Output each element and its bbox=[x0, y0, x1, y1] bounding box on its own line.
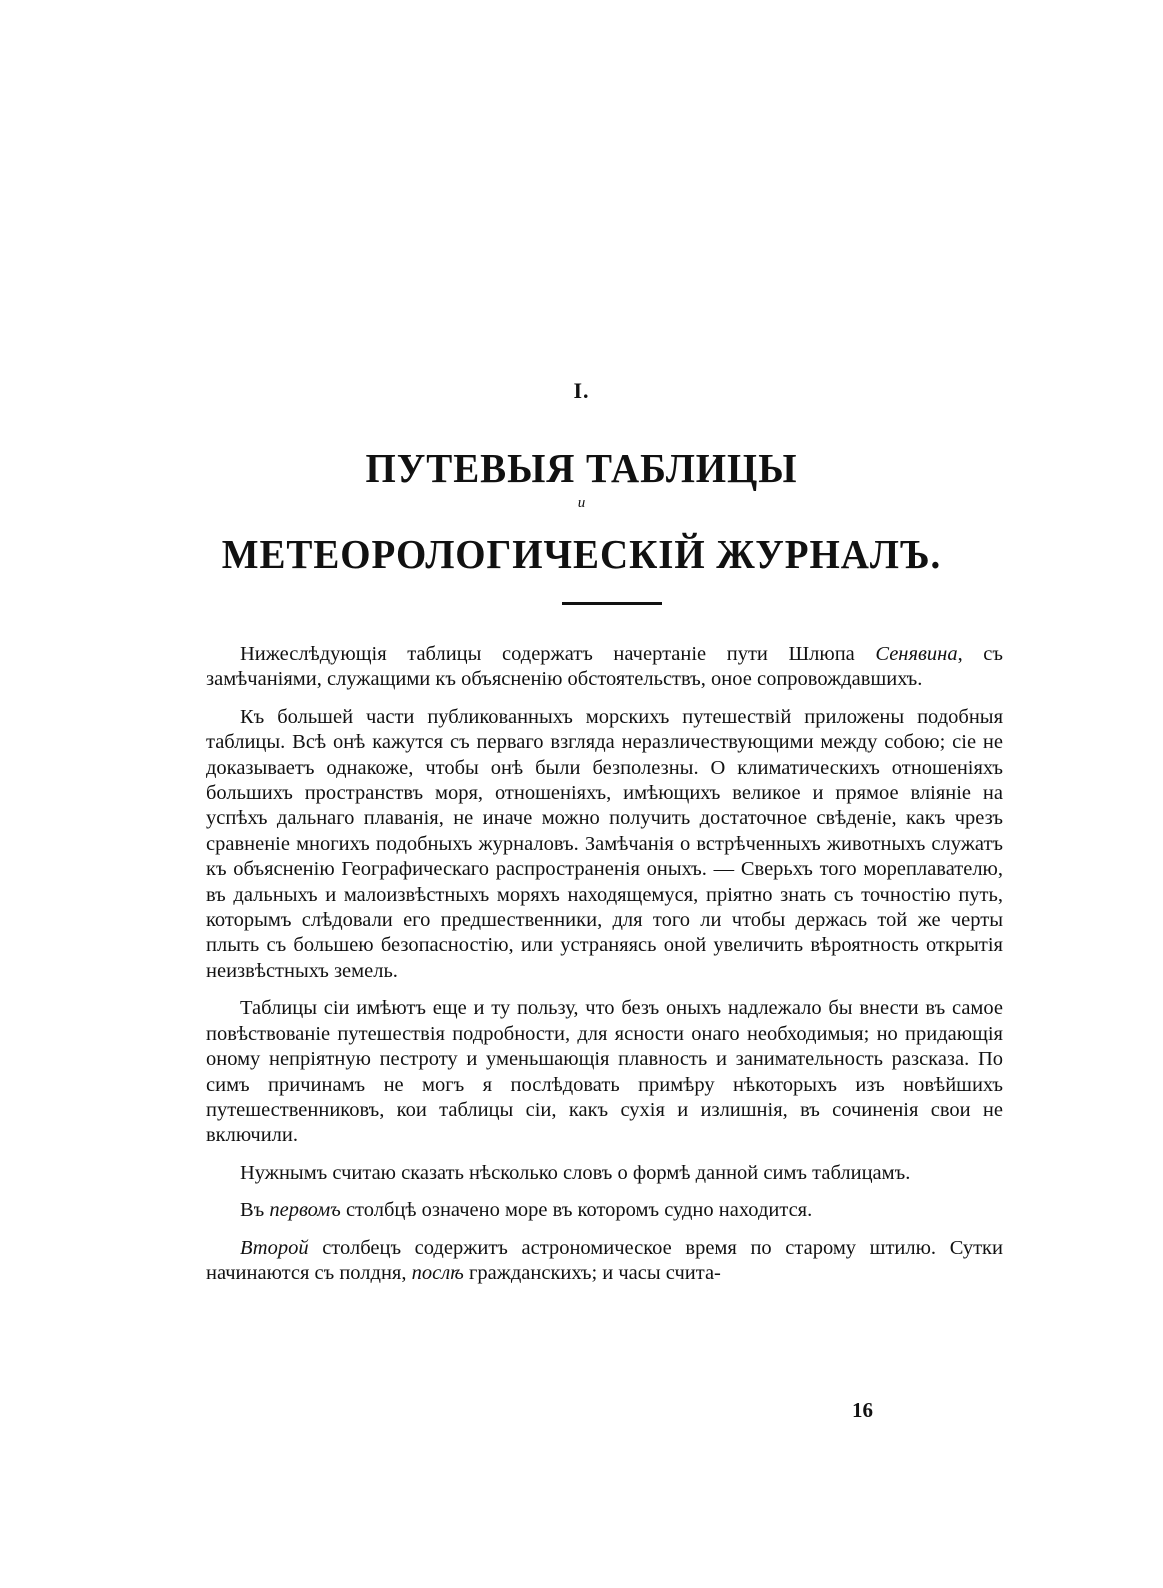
paragraph-5-text-a: Въ bbox=[240, 1199, 270, 1222]
section-number: I. bbox=[573, 378, 590, 403]
title-divider bbox=[562, 602, 662, 605]
title-conjunction: и bbox=[577, 495, 586, 511]
paragraph-4: Нужнымъ считаю сказать нѣсколько словъ о формѣ данной симъ таблицамъ. bbox=[240, 1161, 911, 1184]
paragraph-6-emphasis: послѣ bbox=[411, 1261, 464, 1284]
ship-name: Сенявина bbox=[875, 643, 958, 665]
paragraph-6-text-b: гражданскихъ; и часы счита- bbox=[463, 1261, 721, 1284]
paragraph-2: Къ большей части публикованныхъ морскихъ путешествій приложены подобныя таблицы. Всѣ онѣ кажутся съ перваго взгляда неразличествующими между собою; сіе не доказываетъ однакоже, чтобы онѣ были безполезны. О климатическихъ отношеніяхъ большихъ пространствъ моря, отношеніяхъ, имѣющихъ великое и прямое вліяніе на успѣхъ дальнаго плаванія, не иначе можно получить достаточное свѣденіе, какъ чрезъ сравненіе многихъ подобныхъ журналовъ. Замѣчанія о встрѣченныхъ животныхъ служатъ къ объясненію Географическаго распространенія оныхъ. — Сверьхъ того мореплавателю, въ дальныхъ и малоизвѣстныхъ моряхъ находящемуся, пріятно знать съ точностію путь, которымъ слѣдовали его предшественники, для того ли чтобы держась той же черты плыть съ большею безопасностію, или устраняясь оной увеличить вѣроятность открытія неизвѣстныхъ земель. bbox=[206, 705, 1003, 982]
page-number: 16 bbox=[852, 1398, 873, 1422]
body-text bbox=[206, 642, 1003, 1298]
paragraph-5-emphasis: первомъ bbox=[269, 1199, 341, 1222]
paragraph-3: Таблицы сіи имѣютъ еще и ту пользу, что безъ оныхъ надлежало бы внести въ самое повѣствованіе путешествія подробности, для ясности онаго необходимыя; но придающія оному непріятную пестроту и уменьшающія плавность и занимательность разсказа. По симъ причинамъ не могъ я послѣдовать примѣру нѣкоторыхъ изъ новѣйшихъ путешественниковъ, кои таблицы сіи, какъ сухія и излишнія, въ сочиненія свои не включили. bbox=[206, 997, 1003, 1147]
paragraph-5 bbox=[206, 1198, 1003, 1223]
paragraph-1-text-b: , съ замѣчаніями, служащими къ объясненію обстоятельствъ, оное сопровождавшихъ. bbox=[206, 643, 1003, 691]
paragraph-1 bbox=[206, 642, 1003, 693]
paragraph-1-text-a: Нижеслѣдующія таблицы содержатъ начертаніе пути Шлюпа bbox=[240, 643, 876, 665]
title-line-2: МЕТЕОРОЛОГИЧЕСКІЙ ЖУРНАЛЪ. bbox=[221, 531, 942, 577]
paragraph-6-emphasis-start: Второй bbox=[240, 1236, 309, 1259]
paragraph-6-text-a: столбецъ содержитъ астрономическое время по старому штилю. Сутки начинаются съ полдня, bbox=[206, 1236, 1003, 1284]
title-line-1: ПУТЕВЫЯ ТАБЛИЦЫ bbox=[365, 445, 798, 491]
paragraph-5-text-b: столбцѣ означено море въ которомъ судно находится. bbox=[340, 1199, 813, 1222]
paragraph-6 bbox=[206, 1236, 1003, 1287]
